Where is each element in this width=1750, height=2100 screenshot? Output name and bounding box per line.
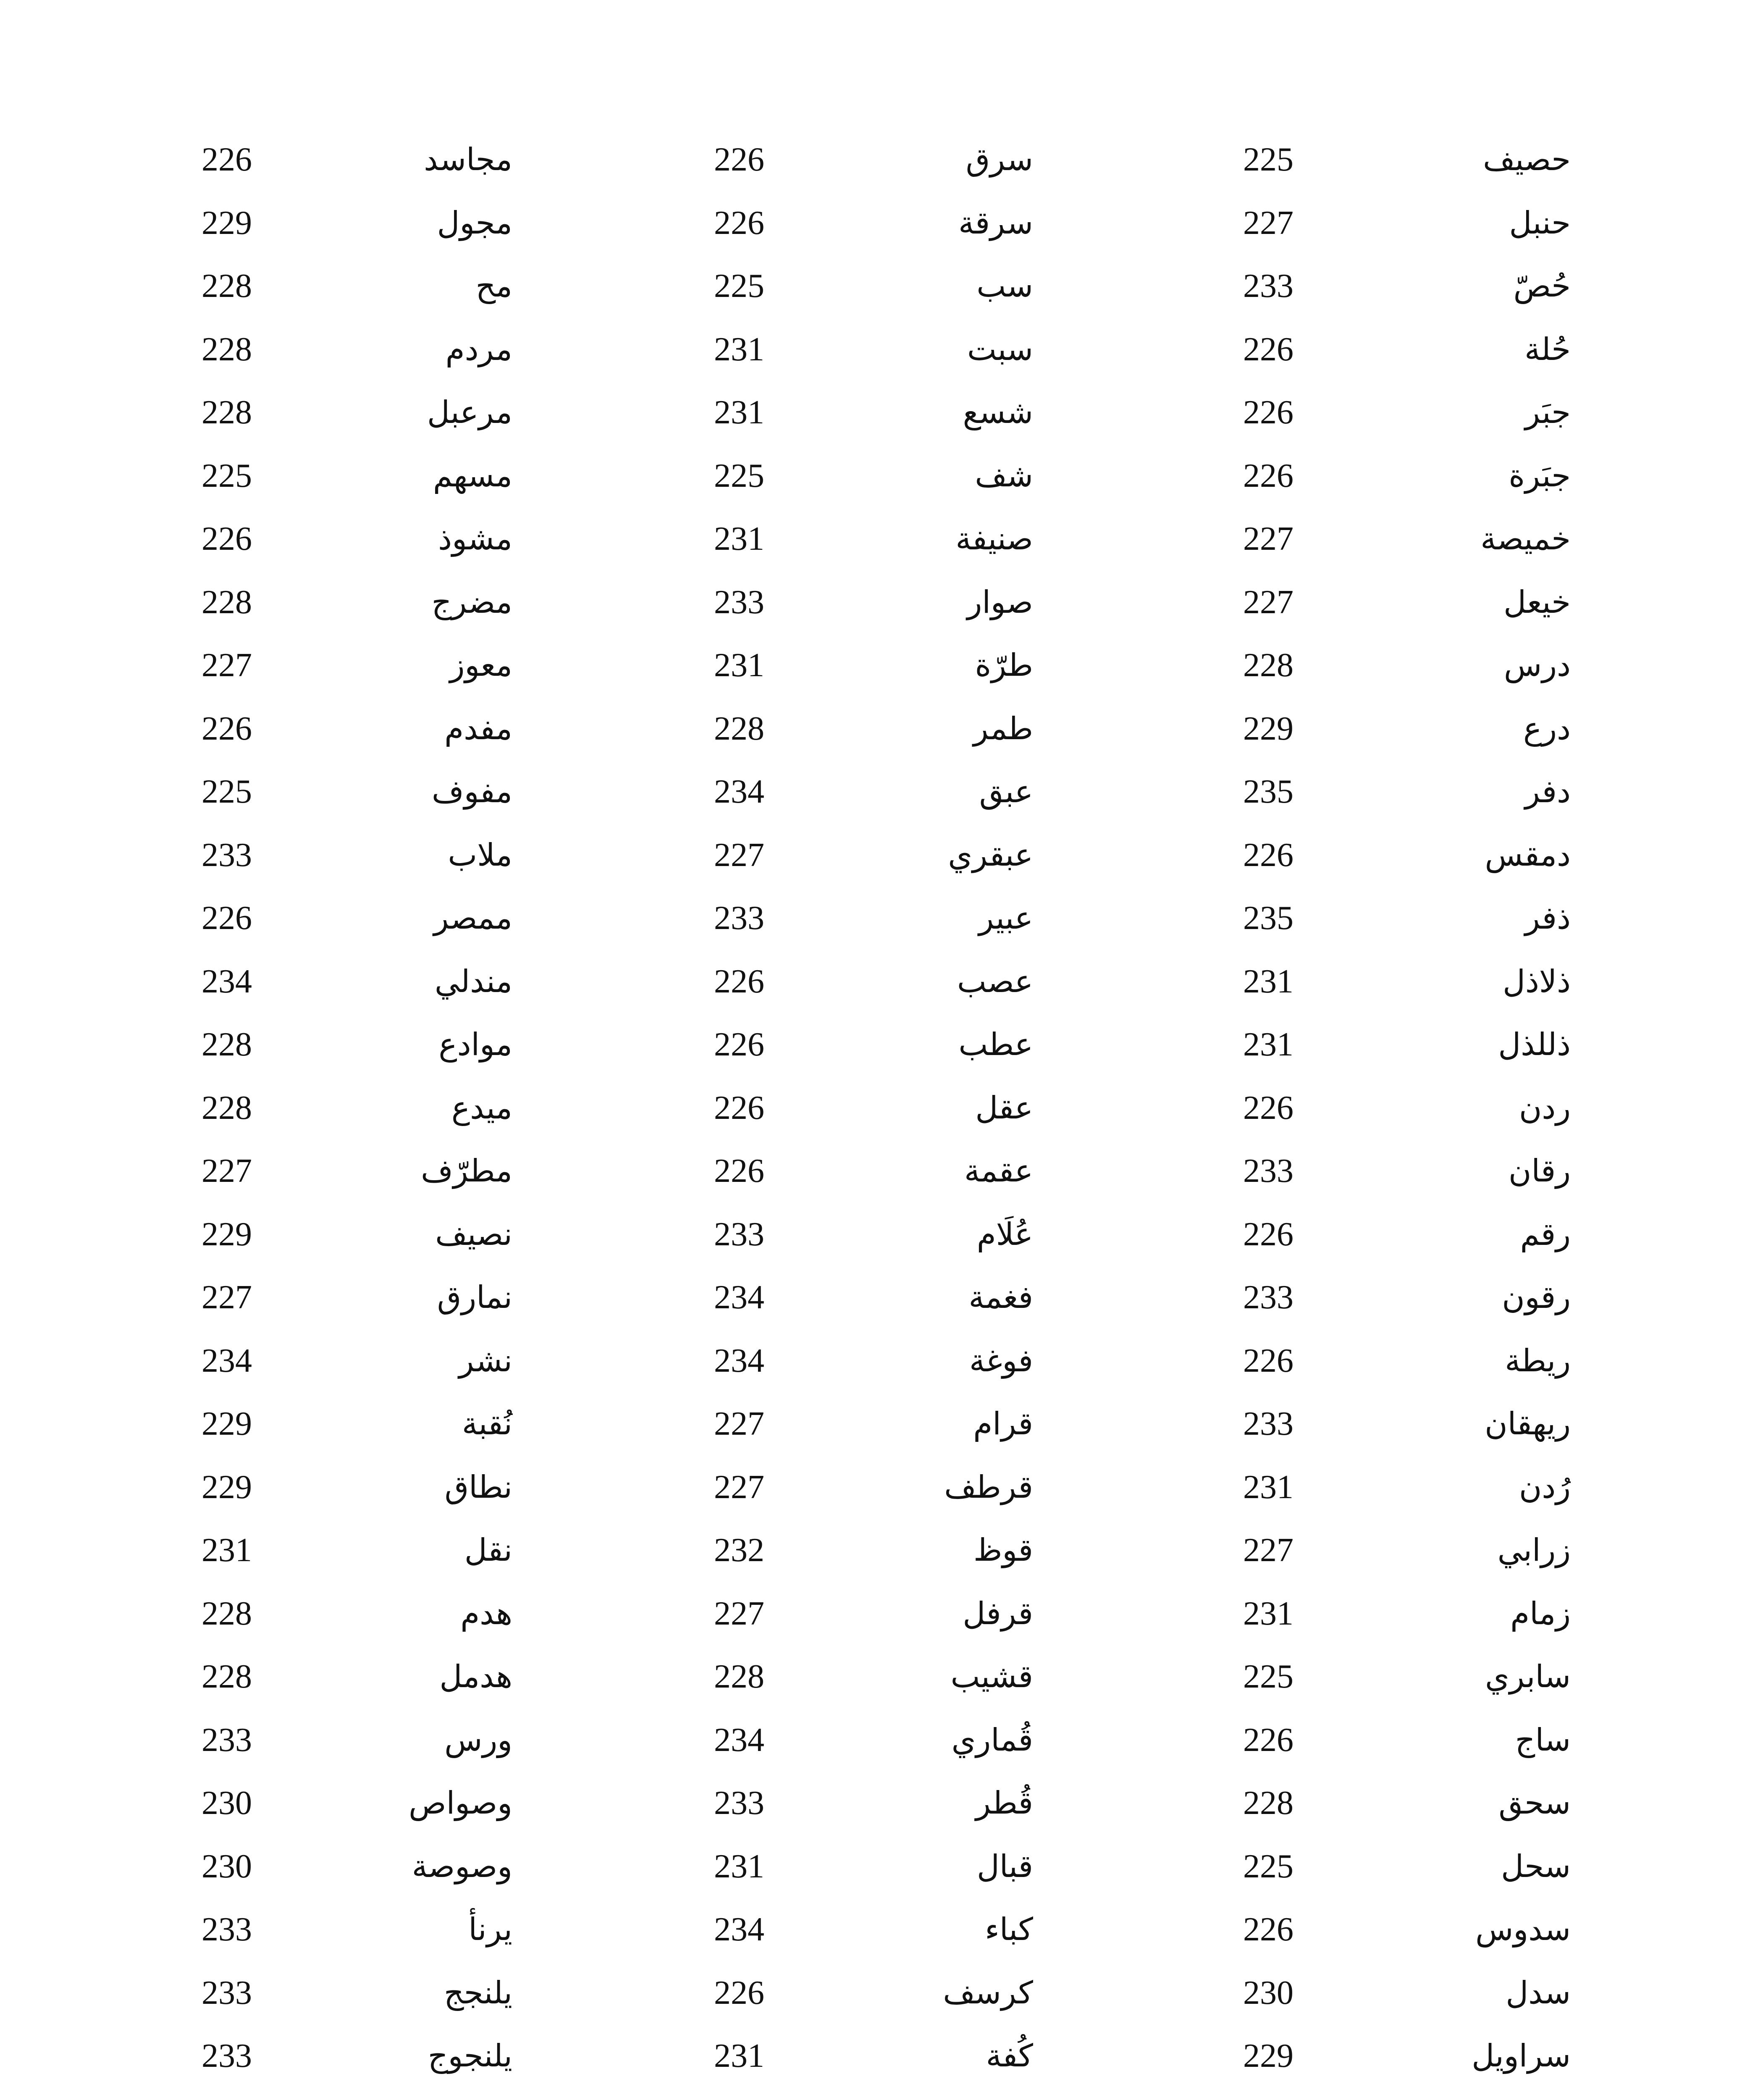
index-page-ref: 231 (714, 331, 764, 368)
index-term: مفوف (431, 774, 512, 810)
index-page-ref: 227 (714, 1405, 764, 1442)
index-page-ref: 231 (714, 520, 764, 557)
index-page-ref: 230 (202, 1848, 252, 1885)
index-page-ref: 231 (714, 394, 764, 431)
index-term: سابري (1485, 1659, 1571, 1695)
index-entry (202, 708, 512, 771)
index-term: هدمل (439, 1659, 512, 1695)
index-term: موادع (438, 1026, 512, 1063)
index-term: نصيف (435, 1216, 512, 1252)
index-term: سرق (966, 142, 1033, 178)
index-term: مسهم (433, 457, 512, 494)
index-page-ref: 229 (1243, 710, 1293, 747)
index-term: جبَر (1525, 394, 1571, 430)
index-entry (714, 391, 1033, 455)
index-page-ref: 226 (1243, 394, 1293, 431)
index-term: رُدن (1519, 1469, 1571, 1505)
index-page-ref: 226 (202, 141, 252, 178)
index-entry (714, 202, 1033, 265)
index-page-ref: 233 (1243, 1279, 1293, 1316)
index-entry (714, 1466, 1033, 1530)
index-entry (1243, 961, 1571, 1024)
index-page-ref: 233 (202, 1721, 252, 1759)
index-entry (202, 1150, 512, 1213)
index-page-ref: 231 (1243, 1468, 1293, 1506)
index-page-ref: 231 (714, 2037, 764, 2074)
index-entry (202, 644, 512, 708)
index-page-ref: 229 (202, 1468, 252, 1506)
index-term: يرنأ (468, 1911, 512, 1948)
index-entry (714, 455, 1033, 518)
index-page-ref: 228 (202, 583, 252, 621)
index-entry (202, 961, 512, 1024)
index-column-middle (714, 139, 1033, 2100)
index-term: صوار (967, 584, 1033, 620)
index-term: سب (976, 268, 1033, 304)
index-page-ref: 226 (1243, 457, 1293, 494)
index-page-ref: 233 (714, 900, 764, 937)
index-page-ref: 234 (714, 1721, 764, 1759)
index-term: قوظ (973, 1532, 1033, 1568)
index-term (1480, 2098, 1571, 2100)
index-page-ref: 228 (202, 1595, 252, 1632)
index-page-ref: 231 (714, 647, 764, 684)
index-page-ref: 234 (202, 1342, 252, 1379)
index-entry (1243, 1845, 1571, 1909)
index-entry (714, 834, 1033, 898)
index-page-ref: 227 (202, 1279, 252, 1316)
index-page-ref: 226 (1243, 1721, 1293, 1759)
index-page-ref: 234 (714, 773, 764, 810)
index-entry (1243, 455, 1571, 518)
index-page-ref: 226 (1243, 836, 1293, 874)
index-entry (202, 1908, 512, 1972)
index-page-ref: 233 (714, 1785, 764, 1822)
index-term: زرابي (1497, 1532, 1571, 1568)
index-entry (202, 1213, 512, 1277)
index-page-ref (1243, 2098, 1293, 2100)
index-entry (202, 1719, 512, 1782)
index-entry (714, 265, 1033, 328)
index-entry (202, 1782, 512, 1845)
index-entry (202, 1087, 512, 1150)
index-page-ref: 228 (202, 1658, 252, 1695)
index-term: حصيف (1483, 142, 1571, 178)
index-term: يلنجج (444, 1974, 512, 2011)
index-term: ساج (1515, 1722, 1571, 1758)
index-term: قُطر (976, 1785, 1033, 1821)
index-entry (1243, 1024, 1571, 1087)
index-page-ref: 231 (1243, 1026, 1293, 1063)
index-page-ref: 227 (714, 1468, 764, 1506)
index-entry (202, 265, 512, 328)
index-term: ملاب (448, 837, 512, 873)
index-term: سراويل (1472, 2038, 1571, 2074)
index-entry (1243, 1403, 1571, 1466)
index-term: عصب (957, 963, 1033, 1000)
index-page-ref: 226 (1243, 1342, 1293, 1379)
index-entry (202, 1529, 512, 1593)
index-page-ref: 226 (202, 900, 252, 937)
index-entry (714, 1150, 1033, 1213)
index-entry (1243, 581, 1571, 645)
index-term: مجاسد (424, 142, 512, 178)
index-term: رقون (1502, 1279, 1571, 1315)
index-entry (1243, 897, 1571, 961)
index-page-ref: 230 (202, 1785, 252, 1822)
index-term: صنيفة (955, 521, 1033, 557)
index-entry (714, 1024, 1033, 1087)
index-column-left (202, 139, 512, 2098)
index-entry (202, 391, 512, 455)
index-entry (1243, 518, 1571, 581)
index-page-ref: 233 (1243, 1405, 1293, 1442)
index-term: سرقة (958, 205, 1033, 241)
index-term: نُقبة (462, 1406, 512, 1442)
index-term: مندلي (434, 963, 512, 1000)
index-term: قرام (973, 1406, 1033, 1442)
index-page-ref: 227 (202, 1152, 252, 1189)
index-page-ref: 227 (1243, 204, 1293, 242)
index-term: وصواص (409, 1785, 512, 1821)
index-entry (714, 2035, 1033, 2098)
index-entry (714, 139, 1033, 202)
index-entry (714, 708, 1033, 771)
index-entry (714, 1340, 1033, 1403)
index-term: فوغة (969, 1342, 1033, 1379)
index-entry (1243, 771, 1571, 834)
index-page-ref: 225 (1243, 141, 1293, 178)
index-page-ref: 226 (1243, 331, 1293, 368)
index-term: قُماري (951, 1722, 1033, 1758)
index-term: رقم (1520, 1216, 1571, 1252)
index-term: دمقس (1485, 837, 1571, 873)
index-term: شف (975, 457, 1033, 494)
index-page-ref: 228 (1243, 647, 1293, 684)
index-entry (1243, 391, 1571, 455)
index-page-ref: 228 (202, 268, 252, 304)
index-term: يلنجوج (428, 2038, 512, 2074)
index-entry (1243, 328, 1571, 392)
index-term: نطاق (444, 1469, 512, 1505)
index-term: ذللذل (1498, 1026, 1571, 1063)
index-term: عبقري (948, 837, 1033, 873)
index-term: طمر (973, 710, 1033, 747)
index-term: سبت (967, 331, 1033, 368)
index-page-ref: 227 (714, 1595, 764, 1632)
index-page-ref: 227 (1243, 1532, 1293, 1569)
index-page-ref: 235 (1243, 900, 1293, 937)
index-page-ref: 231 (714, 1848, 764, 1885)
index-page-ref: 233 (1243, 1152, 1293, 1189)
index-entry (202, 771, 512, 834)
index-entry (1243, 1593, 1571, 1656)
index-page-ref: 228 (202, 331, 252, 368)
index-page-ref: 226 (1243, 1215, 1293, 1253)
index-term: قشيب (950, 1659, 1033, 1695)
index-page-ref: 228 (202, 1026, 252, 1063)
index-page-ref: 231 (1243, 963, 1293, 1000)
index-page-ref: 226 (714, 204, 764, 242)
index-page-ref: 230 (1243, 1974, 1293, 2011)
index-term: قرفل (963, 1595, 1033, 1632)
index-term: جبَرة (1509, 457, 1571, 494)
index-entry (714, 1529, 1033, 1593)
index-entry (714, 1593, 1033, 1656)
index-entry (202, 455, 512, 518)
index-page-ref: 233 (714, 583, 764, 621)
index-entry (714, 644, 1033, 708)
index-page-ref: 225 (1243, 1658, 1293, 1695)
index-term: سحق (1498, 1785, 1571, 1821)
index-page-ref: 226 (714, 1152, 764, 1189)
index-page-ref: 233 (202, 2037, 252, 2074)
index-entry (1243, 1719, 1571, 1782)
index-page-ref: 233 (202, 1974, 252, 2011)
index-entry (202, 897, 512, 961)
index-entry (714, 581, 1033, 645)
index-page-ref: 225 (202, 773, 252, 810)
index-term: مطرّف (421, 1153, 512, 1189)
index-entry (202, 1656, 512, 1719)
index-entry (202, 581, 512, 645)
index-page-ref: 226 (714, 1026, 764, 1063)
index-entry (202, 1593, 512, 1656)
index-page-ref: 228 (714, 1658, 764, 1695)
index-term: مرعبل (427, 394, 512, 430)
index-entry (202, 834, 512, 898)
index-term: ريهقان (1485, 1406, 1571, 1442)
index-term: مح (475, 268, 512, 304)
index-entry (202, 202, 512, 265)
index-entry (202, 1845, 512, 1909)
index-entry (1243, 1150, 1571, 1213)
index-entry (1243, 834, 1571, 898)
index-entry (714, 2098, 1033, 2100)
index-page-ref: 233 (202, 836, 252, 874)
index-term: ممصر (433, 900, 512, 936)
index-entry (714, 1845, 1033, 1909)
index-entry (1243, 139, 1571, 202)
index-page-ref: 233 (714, 1215, 764, 1253)
index-entry (714, 328, 1033, 392)
index-page-ref: 225 (714, 457, 764, 494)
index-entry (714, 897, 1033, 961)
index-entry (714, 1403, 1033, 1466)
index-entry (202, 1403, 512, 1466)
index-page-ref: 227 (202, 647, 252, 684)
index-term: كباء (985, 1911, 1033, 1948)
index-page-ref: 226 (202, 710, 252, 747)
index-page-ref: 229 (202, 1215, 252, 1253)
index-entry (202, 139, 512, 202)
index-page-ref: 226 (714, 1974, 764, 2011)
index-term: عبق (979, 774, 1033, 810)
index-term: نمارق (437, 1279, 512, 1315)
index-entry (202, 1972, 512, 2035)
index-entry (714, 1719, 1033, 1782)
index-page-ref: 228 (1243, 1785, 1293, 1822)
index-entry (202, 2035, 512, 2098)
index-entry (1243, 1529, 1571, 1593)
index-term: ميدع (451, 1089, 512, 1126)
index-page-ref: 235 (1243, 773, 1293, 810)
index-page-ref: 228 (202, 1089, 252, 1126)
index-term: معوز (449, 647, 512, 683)
index-page-ref: 226 (714, 1089, 764, 1126)
index-page-ref: 228 (202, 394, 252, 431)
index-term: سحل (1501, 1848, 1571, 1885)
index-term: هدم (460, 1595, 512, 1632)
index-entry (714, 961, 1033, 1024)
index-entry (1243, 2098, 1571, 2100)
index-entry (1243, 2035, 1571, 2098)
index-page-ref: 227 (1243, 583, 1293, 621)
index-page-ref: 226 (1243, 1911, 1293, 1948)
index-page-ref: 228 (714, 710, 764, 747)
index-page-ref: 225 (202, 457, 252, 494)
index-entry (1243, 1213, 1571, 1277)
index-term: زمام (1510, 1595, 1571, 1632)
index-entry (202, 518, 512, 581)
index-entry (1243, 1087, 1571, 1150)
index-entry (1243, 644, 1571, 708)
index-term: قرطف (944, 1469, 1033, 1505)
index-entry (714, 771, 1033, 834)
index-page-ref: 233 (1243, 268, 1293, 304)
index-page-ref: 226 (714, 963, 764, 1000)
index-term: عبير (979, 900, 1033, 936)
index-entry (1243, 265, 1571, 328)
index-term: ذفر (1524, 900, 1571, 936)
index-term: كرسف (943, 1974, 1033, 2011)
index-page-ref: 229 (202, 204, 252, 242)
index-term: حنبل (1509, 205, 1571, 241)
index-page-ref: 234 (714, 1342, 764, 1379)
index-term: حُلة (1524, 331, 1571, 368)
index-term: نشر (459, 1342, 512, 1379)
index-page-ref: 234 (714, 1911, 764, 1948)
index-term: نقل (464, 1532, 512, 1568)
index-term: ورس (444, 1722, 512, 1758)
index-term: ريطة (1505, 1342, 1571, 1379)
index-page-ref: 232 (714, 1532, 764, 1569)
index-page-ref: 231 (202, 1532, 252, 1569)
index-entry (1243, 1908, 1571, 1972)
index-term: مفدم (444, 710, 512, 747)
index-entry (1243, 708, 1571, 771)
index-entry (1243, 1276, 1571, 1340)
index-entry (714, 1087, 1033, 1150)
index-page-ref: 229 (202, 1405, 252, 1442)
index-entry (714, 1782, 1033, 1845)
index-term: رقان (1509, 1153, 1571, 1189)
index-term: سدل (1506, 1974, 1571, 2011)
index-entry (714, 1972, 1033, 2035)
index-term: عقل (975, 1089, 1033, 1126)
index-entry (714, 518, 1033, 581)
index-term: شسع (963, 394, 1033, 430)
index-term: مضرج (431, 584, 512, 620)
index-term: عطب (958, 1026, 1033, 1063)
index-term: سدوس (1475, 1911, 1571, 1948)
index-page-ref: 227 (1243, 520, 1293, 557)
index-term: قبال (976, 1848, 1033, 1885)
index-entry (714, 1656, 1033, 1719)
index-term: حُصّ (1513, 268, 1571, 304)
index-page-ref: 226 (1243, 1089, 1293, 1126)
index-term: طرّة (975, 647, 1033, 683)
index-term: عقمة (964, 1153, 1033, 1189)
index-entry (202, 1466, 512, 1530)
index-entry (1243, 1782, 1571, 1845)
index-page-ref (714, 2098, 764, 2100)
index-page-ref: 225 (714, 268, 764, 304)
index-entry (202, 1340, 512, 1403)
index-entry (1243, 1466, 1571, 1530)
index-page-ref: 233 (202, 1911, 252, 1948)
index-entry (202, 1024, 512, 1087)
index-term: ذلاذل (1503, 963, 1571, 1000)
index-term: كُفة (986, 2038, 1033, 2074)
index-page-ref: 231 (1243, 1595, 1293, 1632)
index-column-right (1243, 139, 1571, 2100)
index-entry (714, 1213, 1033, 1277)
index-term: دفر (1524, 774, 1571, 810)
index-entry (714, 1276, 1033, 1340)
index-term: درع (1523, 710, 1571, 747)
index-entry (1243, 1340, 1571, 1403)
index-term: عُلَام (976, 1216, 1033, 1252)
index-term: خيعل (1503, 584, 1571, 620)
index-page-ref: 225 (1243, 1848, 1293, 1885)
index-term: خميصة (1480, 521, 1571, 557)
index-entry (202, 1276, 512, 1340)
index-entry (1243, 1972, 1571, 2035)
index-entry (1243, 1656, 1571, 1719)
index-term: مجول (437, 205, 512, 241)
index-page-ref: 234 (202, 963, 252, 1000)
index-term: وصوصة (412, 1848, 512, 1885)
index-term: مشوذ (438, 521, 512, 557)
index-page-ref: 226 (202, 520, 252, 557)
index-term: فغمة (968, 1279, 1033, 1315)
index-entry (1243, 202, 1571, 265)
index-term (986, 2098, 1033, 2100)
index-term: مردم (445, 331, 512, 368)
index-page-ref: 226 (714, 141, 764, 178)
index-page-ref: 227 (714, 836, 764, 874)
index-page-ref: 229 (1243, 2037, 1293, 2074)
index-term: ردن (1519, 1089, 1571, 1126)
index-term: درس (1503, 647, 1571, 683)
index-page-ref: 234 (714, 1279, 764, 1316)
index-entry (202, 328, 512, 392)
index-entry (714, 1908, 1033, 1972)
